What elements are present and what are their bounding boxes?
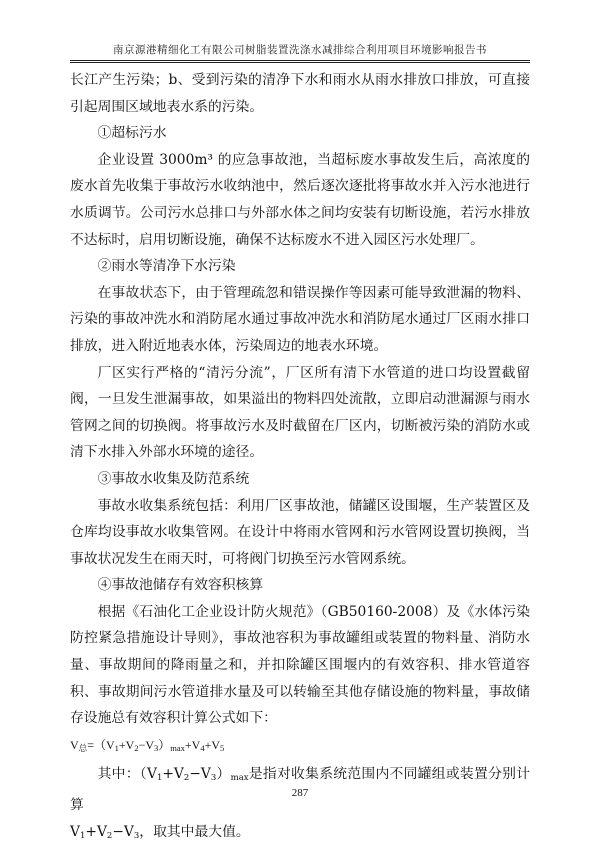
paragraph-volume-basis: 根据《石油化工企业设计防火规范》（GB50160-2008）及《水体污染防控紧急措施设计导则》，事故池容积为事故罐组或装置的物料量、消防水量、事故期间的降雨量之和，并扣除罐区围堰内的有效容积、排水管道容积、事故期间污水管道排水量及可以转输至其他存储设施的物料量，事故储存设施总有效容积计算公式如下：: [70, 603, 530, 727]
heading-over-standard-wastewater: ①超标污水: [97, 125, 167, 142]
heading-rainwater-pollution: ②雨水等清净下水污染: [97, 258, 236, 275]
paragraph-continuation: 长江产生污染；b、受到污染的清净下水和雨水从雨水排放口排放，可直接引起周围区域地表水系的污染。: [70, 72, 530, 115]
heading-accident-water-collection: ③事故水收集及防范系统: [97, 470, 250, 487]
paragraph-emergency-pool: 企业设置 3000m³ 的应急事故池，当超标废水事故发生后，高浓度的废水首先收集于事故污水收纳池中，然后逐次逐批将事故水并入污水池进行水质调节。公司污水总排口与外部水体之间均安装有切断设施，若污水排放不达标时，启用切断设施，确保不达标废水不进入园区污水处理厂。: [70, 151, 530, 248]
paragraph-accident-state: 在事故状态下，由于管理疏忽和错误操作等因素可能导致泄漏的物料、污染的事故冲洗水和消防尾水通过事故冲洗水和消防尾水通过厂区雨水排口排放，进入附近地表水体，污染周边的地表水环境。: [70, 284, 530, 354]
paragraph-clean-sewage-separation: 厂区实行严格的“清污分流”，厂区所有清下水管道的进口均设置截留阀，一旦发生泄漏事故，如果溢出的物料四处流散，立即启动泄漏源与雨水管网之间的切换阀。将事故污水及时截留在厂区内，切断被污染的消防水或清下水排入外部水环境的途径。: [70, 364, 530, 461]
page-header: 南京源港精细化工有限公司树脂装置洗涤水减排综合利用项目环境影响报告书: [113, 44, 487, 56]
volume-formula: $V_总=(V_1+V_2-V_3)_{max}+V_4+V_5$: [70, 737, 225, 753]
header-divider: [70, 60, 530, 63]
document-body: [70, 67, 530, 849]
formula-explanation-cont: $V_1+V_2-V_3$，取其中最大值。: [70, 823, 250, 841]
formula-explanation: 其中：$(V_1+V_2-V_3)_{max}$是指对收集系统范围内不同罐组或装置分别计算: [70, 766, 531, 814]
paragraph-collection-system: 事故水收集系统包括：利用厂区事故池，储罐区设围堰，生产装置区及仓库均设事故水收集管网。在设计中将雨水管网和污水管网设置切换阀，当事故状况发生在雨天时，可将阀门切换至污水管网系统。: [70, 497, 530, 567]
heading-pool-volume-check: ④事故池储存有效容积核算: [97, 577, 264, 594]
page-number: 287: [291, 787, 309, 799]
